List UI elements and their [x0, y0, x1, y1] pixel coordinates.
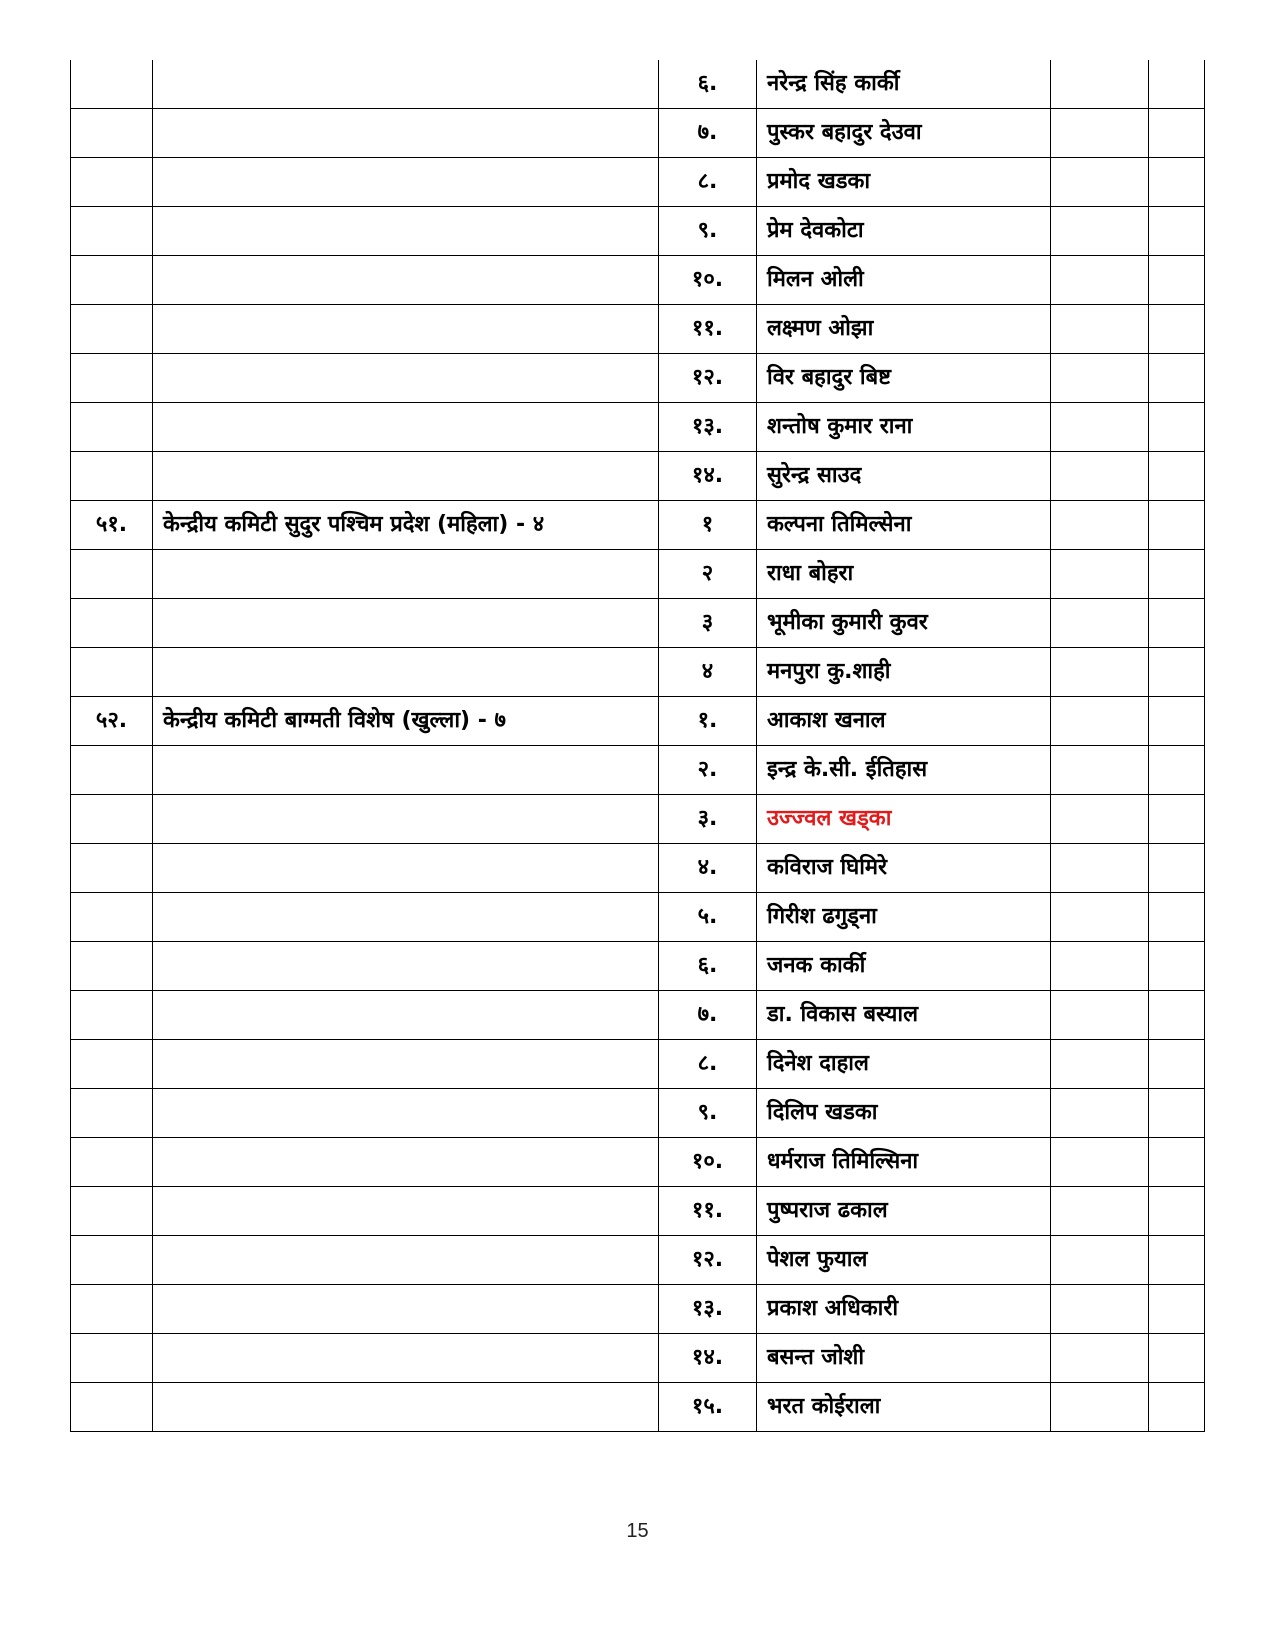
table-row: [71, 1334, 1205, 1383]
blank-cell: [1149, 158, 1205, 207]
serial-number-cell: [71, 893, 153, 942]
committee-cell: [153, 991, 659, 1040]
blank-cell: [1051, 942, 1149, 991]
serial-number-cell: [71, 1334, 153, 1383]
member-number-cell: १२.: [659, 354, 757, 403]
table-row: [71, 1236, 1205, 1285]
committee-cell: [153, 256, 659, 305]
member-table-body: [71, 60, 1205, 1432]
member-number-cell: २.: [659, 746, 757, 795]
member-name-cell: दिलिप खडका: [757, 1089, 1051, 1138]
blank-cell: [1051, 109, 1149, 158]
blank-cell: [1051, 305, 1149, 354]
blank-cell: [1149, 648, 1205, 697]
committee-cell: [153, 1334, 659, 1383]
blank-cell: [1149, 354, 1205, 403]
blank-cell: [1149, 305, 1205, 354]
blank-cell: [1051, 844, 1149, 893]
table-row: [71, 109, 1205, 158]
member-name-cell: मनपुरा कु.शाही: [757, 648, 1051, 697]
committee-cell: [153, 1285, 659, 1334]
blank-cell: [1149, 60, 1205, 109]
blank-cell: [1051, 158, 1149, 207]
member-name-cell: उज्ज्वल खड्का: [757, 795, 1051, 844]
committee-cell: [153, 942, 659, 991]
member-number-cell: १.: [659, 697, 757, 746]
blank-cell: [1051, 1138, 1149, 1187]
serial-number-cell: [71, 1138, 153, 1187]
blank-cell: [1149, 207, 1205, 256]
table-row: [71, 893, 1205, 942]
committee-cell: [153, 207, 659, 256]
member-number-cell: ३: [659, 599, 757, 648]
blank-cell: [1051, 599, 1149, 648]
table-row: [71, 256, 1205, 305]
table-row: [71, 501, 1205, 550]
serial-number-cell: [71, 648, 153, 697]
member-number-cell: ७.: [659, 991, 757, 1040]
blank-cell: [1051, 991, 1149, 1040]
member-name-cell: शन्तोष कुमार राना: [757, 403, 1051, 452]
blank-cell: [1149, 697, 1205, 746]
committee-cell: [153, 305, 659, 354]
member-name-cell: इन्द्र के.सी. ईतिहास: [757, 746, 1051, 795]
blank-cell: [1051, 452, 1149, 501]
blank-cell: [1051, 501, 1149, 550]
table-row: [71, 1089, 1205, 1138]
table-row: [71, 60, 1205, 109]
blank-cell: [1149, 795, 1205, 844]
committee-cell: [153, 1040, 659, 1089]
blank-cell: [1149, 893, 1205, 942]
blank-cell: [1051, 648, 1149, 697]
blank-cell: [1149, 452, 1205, 501]
member-name-cell: नरेन्द्र सिंह कार्की: [757, 60, 1051, 109]
member-name-cell: दिनेश दाहाल: [757, 1040, 1051, 1089]
member-name-cell: प्रकाश अधिकारी: [757, 1285, 1051, 1334]
page-number: 15: [626, 1520, 649, 1542]
committee-cell: [153, 550, 659, 599]
serial-number-cell: [71, 207, 153, 256]
blank-cell: [1149, 1089, 1205, 1138]
member-name-cell: डा. विकास बस्याल: [757, 991, 1051, 1040]
member-number-cell: १४.: [659, 1334, 757, 1383]
serial-number-cell: [71, 1383, 153, 1432]
blank-cell: [1051, 60, 1149, 109]
serial-number-cell: [71, 1089, 153, 1138]
blank-cell: [1051, 256, 1149, 305]
blank-cell: [1149, 1236, 1205, 1285]
table-row: [71, 550, 1205, 599]
member-number-cell: २: [659, 550, 757, 599]
serial-number-cell: [71, 1187, 153, 1236]
member-name-cell: मिलन ओली: [757, 256, 1051, 305]
table-row: [71, 648, 1205, 697]
member-number-cell: १२.: [659, 1236, 757, 1285]
blank-cell: [1051, 697, 1149, 746]
serial-number-cell: [71, 403, 153, 452]
table-row: [71, 1383, 1205, 1432]
member-name-cell: प्रेम देवकोटा: [757, 207, 1051, 256]
serial-number-cell: [71, 942, 153, 991]
table-row: [71, 844, 1205, 893]
serial-number-cell: [71, 991, 153, 1040]
committee-cell: केन्द्रीय कमिटी सुदुर पश्चिम प्रदेश (महिला) - ४: [153, 501, 659, 550]
blank-cell: [1051, 403, 1149, 452]
committee-cell: केन्द्रीय कमिटी बाग्मती विशेष (खुल्ला) - ७: [153, 697, 659, 746]
blank-cell: [1149, 1040, 1205, 1089]
blank-cell: [1149, 1138, 1205, 1187]
blank-cell: [1149, 1334, 1205, 1383]
serial-number-cell: ५२.: [71, 697, 153, 746]
member-number-cell: ९.: [659, 207, 757, 256]
member-number-cell: ६.: [659, 60, 757, 109]
committee-cell: [153, 1187, 659, 1236]
serial-number-cell: [71, 550, 153, 599]
member-number-cell: १०.: [659, 256, 757, 305]
table-row: [71, 1138, 1205, 1187]
blank-cell: [1149, 1285, 1205, 1334]
member-name-cell: आकाश खनाल: [757, 697, 1051, 746]
member-name-cell: राधा बोहरा: [757, 550, 1051, 599]
committee-cell: [153, 354, 659, 403]
table-row: [71, 1285, 1205, 1334]
blank-cell: [1051, 1383, 1149, 1432]
serial-number-cell: [71, 60, 153, 109]
committee-cell: [153, 403, 659, 452]
blank-cell: [1149, 991, 1205, 1040]
serial-number-cell: [71, 452, 153, 501]
committee-cell: [153, 1089, 659, 1138]
committee-cell: [153, 795, 659, 844]
blank-cell: [1051, 550, 1149, 599]
table-row: [71, 942, 1205, 991]
member-name-cell: कविराज घिमिरे: [757, 844, 1051, 893]
member-number-cell: ४.: [659, 844, 757, 893]
member-name-cell: धर्मराज तिमिल्सिना: [757, 1138, 1051, 1187]
committee-cell: [153, 452, 659, 501]
table-row: [71, 991, 1205, 1040]
serial-number-cell: [71, 746, 153, 795]
blank-cell: [1051, 893, 1149, 942]
member-name-cell: जनक कार्की: [757, 942, 1051, 991]
table-row: [71, 207, 1205, 256]
table-row: [71, 697, 1205, 746]
blank-cell: [1051, 207, 1149, 256]
blank-cell: [1149, 501, 1205, 550]
blank-cell: [1149, 599, 1205, 648]
committee-cell: [153, 844, 659, 893]
table-row: [71, 1040, 1205, 1089]
committee-cell: [153, 109, 659, 158]
blank-cell: [1149, 1187, 1205, 1236]
member-number-cell: ४: [659, 648, 757, 697]
member-name-cell: लक्ष्मण ओझा: [757, 305, 1051, 354]
serial-number-cell: [71, 256, 153, 305]
blank-cell: [1051, 1236, 1149, 1285]
member-table: [70, 60, 1205, 1432]
committee-cell: [153, 1383, 659, 1432]
committee-cell: [153, 599, 659, 648]
serial-number-cell: [71, 1285, 153, 1334]
member-number-cell: ११.: [659, 1187, 757, 1236]
table-row: [71, 795, 1205, 844]
member-number-cell: ६.: [659, 942, 757, 991]
table-row: [71, 158, 1205, 207]
blank-cell: [1149, 403, 1205, 452]
table-row: [71, 746, 1205, 795]
serial-number-cell: [71, 844, 153, 893]
member-name-cell: प्रमोद खडका: [757, 158, 1051, 207]
member-name-cell: बसन्त जोशी: [757, 1334, 1051, 1383]
member-number-cell: ७.: [659, 109, 757, 158]
committee-cell: [153, 746, 659, 795]
member-number-cell: ८.: [659, 1040, 757, 1089]
serial-number-cell: [71, 599, 153, 648]
blank-cell: [1051, 354, 1149, 403]
member-number-cell: १: [659, 501, 757, 550]
member-number-cell: ५.: [659, 893, 757, 942]
member-number-cell: १३.: [659, 1285, 757, 1334]
blank-cell: [1051, 1040, 1149, 1089]
blank-cell: [1051, 1285, 1149, 1334]
blank-cell: [1051, 1334, 1149, 1383]
serial-number-cell: [71, 158, 153, 207]
blank-cell: [1149, 844, 1205, 893]
blank-cell: [1149, 256, 1205, 305]
serial-number-cell: [71, 1236, 153, 1285]
member-number-cell: १०.: [659, 1138, 757, 1187]
member-number-cell: ९.: [659, 1089, 757, 1138]
committee-cell: [153, 1138, 659, 1187]
blank-cell: [1051, 795, 1149, 844]
committee-cell: [153, 60, 659, 109]
committee-cell: [153, 648, 659, 697]
blank-cell: [1051, 1187, 1149, 1236]
table-row: [71, 452, 1205, 501]
table-row: [71, 305, 1205, 354]
member-name-cell: पेशल फुयाल: [757, 1236, 1051, 1285]
blank-cell: [1149, 109, 1205, 158]
serial-number-cell: [71, 305, 153, 354]
serial-number-cell: [71, 109, 153, 158]
table-row: [71, 1187, 1205, 1236]
table-row: [71, 354, 1205, 403]
member-name-cell: गिरीश ढगुड्ना: [757, 893, 1051, 942]
member-name-cell: विर बहादुर बिष्ट: [757, 354, 1051, 403]
member-name-cell: भरत कोईराला: [757, 1383, 1051, 1432]
committee-cell: [153, 1236, 659, 1285]
member-number-cell: ८.: [659, 158, 757, 207]
blank-cell: [1149, 942, 1205, 991]
member-number-cell: १५.: [659, 1383, 757, 1432]
member-number-cell: ११.: [659, 305, 757, 354]
blank-cell: [1149, 746, 1205, 795]
committee-cell: [153, 158, 659, 207]
member-name-cell: पुस्कर बहादुर देउवा: [757, 109, 1051, 158]
member-number-cell: ३.: [659, 795, 757, 844]
member-name-cell: सुरेन्द्र साउद: [757, 452, 1051, 501]
member-number-cell: १४.: [659, 452, 757, 501]
member-name-cell: पुष्पराज ढकाल: [757, 1187, 1051, 1236]
blank-cell: [1149, 1383, 1205, 1432]
blank-cell: [1051, 746, 1149, 795]
member-name-cell: कल्पना तिमिल्सेना: [757, 501, 1051, 550]
serial-number-cell: [71, 795, 153, 844]
serial-number-cell: [71, 354, 153, 403]
table-row: [71, 599, 1205, 648]
serial-number-cell: [71, 1040, 153, 1089]
committee-cell: [153, 893, 659, 942]
blank-cell: [1051, 1089, 1149, 1138]
member-name-cell: भूमीका कुमारी कुवर: [757, 599, 1051, 648]
table-row: [71, 403, 1205, 452]
serial-number-cell: ५१.: [71, 501, 153, 550]
blank-cell: [1149, 550, 1205, 599]
member-number-cell: १३.: [659, 403, 757, 452]
